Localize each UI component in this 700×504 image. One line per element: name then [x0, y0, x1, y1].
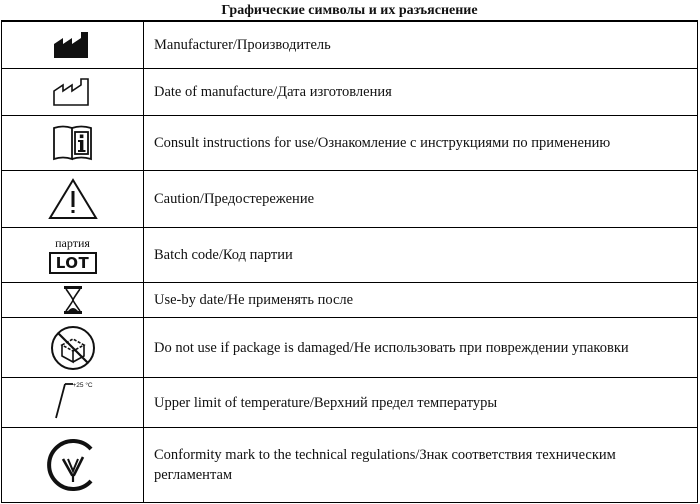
symbol-cell	[2, 228, 144, 283]
date-of-manufacture-icon	[52, 77, 94, 107]
description-cell: Batch code/Код партии	[144, 228, 698, 283]
table-row	[2, 283, 698, 318]
symbols-sheet	[1, 1, 698, 503]
manufacturer-icon	[52, 30, 94, 60]
symbols-table	[1, 21, 698, 503]
table-row	[2, 22, 698, 69]
use-by-date-icon	[61, 285, 85, 315]
symbol-cell	[2, 283, 144, 318]
table-row	[2, 318, 698, 378]
batch-caption: партия	[55, 235, 90, 250]
batch-code-icon: LOT	[49, 252, 97, 274]
symbol-cell	[2, 171, 144, 228]
table-row	[2, 228, 698, 283]
table-row	[2, 378, 698, 428]
symbol-cell	[2, 116, 144, 171]
table-row	[2, 428, 698, 503]
symbol-cell	[2, 378, 144, 428]
do-not-use-if-damaged-icon	[48, 323, 98, 373]
description-cell: Upper limit of temperature/Верхний предел температуры	[144, 378, 698, 428]
description-cell: Use-by date/Не применять после	[144, 283, 698, 318]
symbol-cell	[2, 22, 144, 69]
description-cell: Manufacturer/Производитель	[144, 22, 698, 69]
description-cell: Consult instructions for use/Ознакомление с инструкциями по применению	[144, 116, 698, 171]
description-cell: Conformity mark to the technical regulations/Знак соответствия техническим регламентам	[144, 428, 698, 503]
consult-instructions-icon	[51, 124, 95, 162]
caution-icon	[47, 177, 99, 221]
description-cell: Date of manufacture/Дата изготовления	[144, 69, 698, 116]
table-row	[2, 69, 698, 116]
conformity-mark-icon	[43, 435, 103, 495]
symbol-cell	[2, 318, 144, 378]
page-title: Графические символы и их разъяснение	[1, 1, 698, 21]
symbol-cell	[2, 428, 144, 503]
description-cell: Caution/Предостережение	[144, 171, 698, 228]
table-row	[2, 171, 698, 228]
symbol-cell	[2, 69, 144, 116]
temperature-label: +25 °C	[72, 382, 93, 389]
description-cell: Do not use if package is damaged/Не использовать при повреждении упаковки	[144, 318, 698, 378]
table-row	[2, 116, 698, 171]
